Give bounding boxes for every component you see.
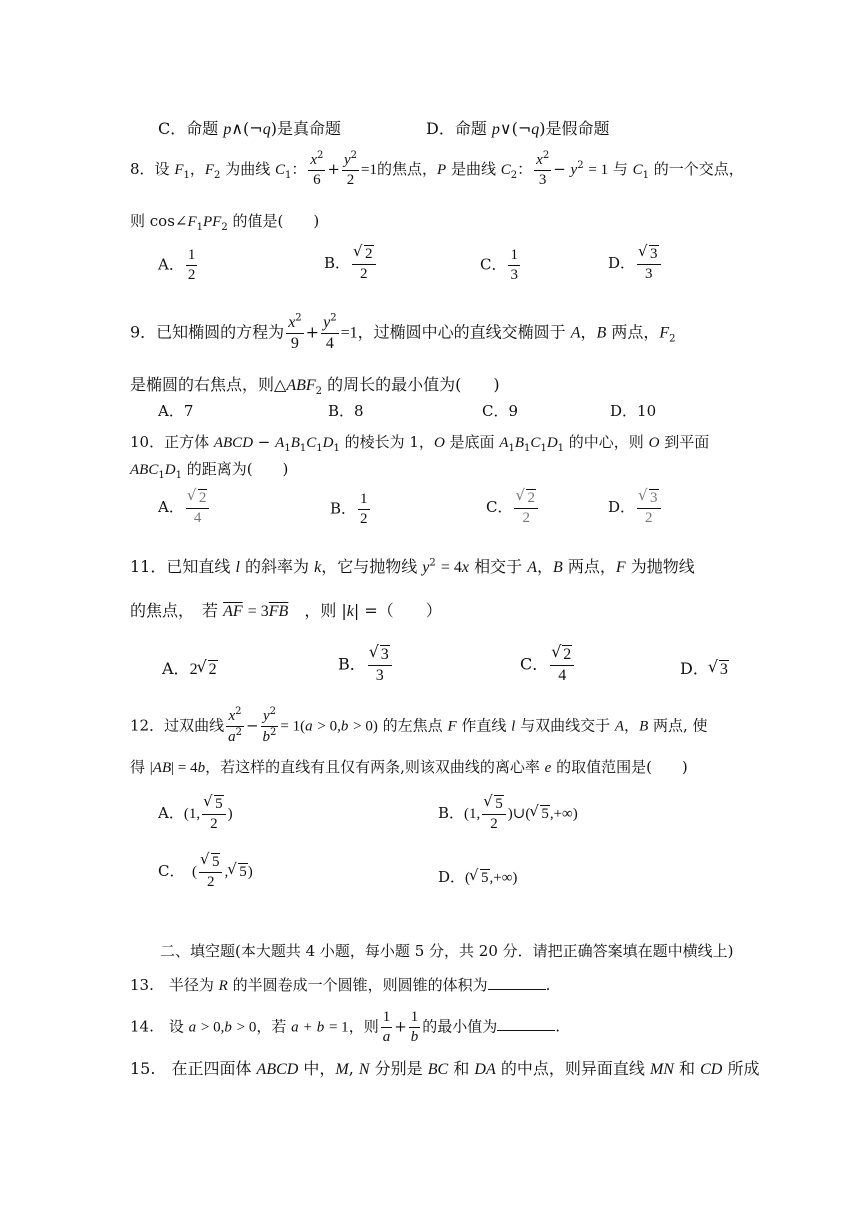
q10-stem-line2: $ABC_1D_1$ 的距离为( ) [130,460,289,481]
q10-stem-line1: 10．正方体 ABCD − $A_1B_1C_1D_1$ 的棱长为 1，O 是底面 $A_1B_1C_1D_1$ 的中心，则 O 到平面 [130,433,710,454]
q12-option-d: D．( √ 5,+∞) [438,866,517,887]
q12-stem-line2: 得 |AB| = 4b，若这样的直线有且仅有两条,则该双曲线的离心率 e 的取值范围是( ) [130,758,688,776]
q7-option-d: D．命题 p∨(¬q)是假命题 [426,119,610,138]
q11-stem-line1: 11．已知直线 l 的斜率为 k，它与抛物线 $y^2 = 4x$ 相交于 A，B 两点，F 为抛物线 [130,557,695,576]
q11-option-d: D． √ 3 [680,656,729,679]
q14-stem: 14. 设 a > 0,b > 0，若 a + b = 1，则 $\frac{1}{a}$ + $\frac{1}{b}$ 的最小值为 . [130,1009,561,1045]
q9-option-c: C．9 [482,402,519,420]
q8-stem-line2: 则 $\cos\angle F_1PF_2$ 的值是( ) [130,212,320,233]
q12-option-b: B．(1, √ $\frac{5}{2}$ )∪( √ 5,+∞) [438,794,578,834]
q10-option-c: C． √ $\frac{2}{2}$ [486,488,540,528]
q8-option-b: B． √ $\frac{2}{2}$ [324,244,378,284]
q9-option-a: A．7 [158,402,194,420]
q9-stem-line1: 9．已知椭圆的方程为 $\frac{x^2}{9}$ + $\frac{y^2}{4}$ =1，过椭圆中心的直线交椭圆于 A，B 两点，$F_2$ [130,312,676,352]
q12-option-a: A．(1, √ $\frac{5}{2}$ ) [158,794,233,834]
q8-option-d: D． √ $\frac{3}{3}$ [608,244,663,284]
q12-stem-line1: 12．过双曲线 $\frac{x^2}{a^2}$ − $\frac{y^2}{b^2}$ = 1(a > 0,b > 0) 的左焦点 F 作直线 l 与双曲线交于 A，B 两点, 使 [130,706,708,745]
q11-option-c: C． √ $\frac{2}{4}$ [520,644,576,686]
section-heading: 二、填空题(本大题共 4 小题，每小题 5 分，共 20 分．请把正确答案填在题中横线上) [160,942,734,960]
q8-stem-line1: 8．设 $F_1$，$F_2$ 为曲线 $C_1$： $\frac{x^2}{6}$ + $\frac{y^2}{2}$ =1的焦点，P 是曲线 $C_2$： $\frac{x^2}{3}$ − $y^2 = 1$ 与 $C_1$ 的一个交点， [130,150,744,188]
q13-stem: 13. 半径为 R 的半圆卷成一个圆锥，则圆锥的体积为 . [130,976,551,994]
q9-option-d: D．10 [610,402,657,420]
q8-option-a: A． $\frac{1}{2}$ [158,247,196,283]
q15-stem: 15. 在正四面体 ABCD 中，M, N 分别是 BC 和 DA 的中点，则异面直线 MN 和 CD 所成 [130,1059,760,1078]
q12-option-c: C． ( √ $\frac{5}{2}$ , √ 5) [158,852,253,892]
q7-option-c: C．命题 p∧(¬q)是真命题 [158,119,341,138]
q9-stem-line2: 是椭圆的右焦点，则$\triangle ABF_2$ 的周长的最小值为( ) [130,375,500,398]
q10-option-b: B． $\frac{1}{2}$ [330,491,368,527]
q10-option-a: A． √ $\frac{2}{4}$ [158,488,211,528]
q11-option-a: A．2 √ 2 [162,656,218,679]
q9-option-b: B．8 [328,402,364,420]
q11-stem-line2: 的焦点， 若 $\overline{AF} = 3\overline{FB}$ ，则 |k| =（ ） [130,601,442,620]
q11-option-b: B． √ $\frac{3}{3}$ [338,644,394,686]
q10-option-d: D． √ $\frac{3}{2}$ [608,488,663,528]
q8-option-c: C． $\frac{1}{3}$ [480,247,518,283]
